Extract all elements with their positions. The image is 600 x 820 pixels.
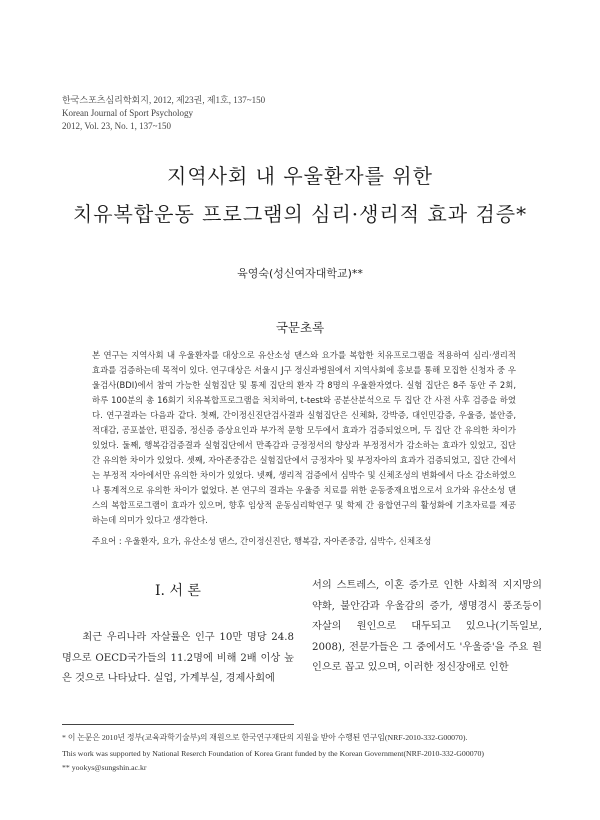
section-heading-introduction: I. 서 론	[155, 583, 201, 599]
journal-citation-korean: 한국스포츠심리학회지, 2012, 제23권, 제1호, 137~150	[62, 95, 266, 105]
footnote-funding-english: This work was supported by National Reserch Foundation of Korea Grant funded by the Korean Government(NRF-2010-332-G00070)	[62, 749, 485, 758]
paper-title-line1: 지역사회 내 우울환자를 위한	[167, 164, 433, 188]
footnote-author-email: ** yookys@sungshin.ac.kr	[62, 763, 147, 772]
body-text-right-column: 서의 스트레스, 이혼 증가로 인한 사회적 지지망의 약화, 불안감과 우울감의 증가, 생명경시 풍조등이 자살의 원인으로 대두되고 있으나(기독일보, 2008), 전문가들은 그 중에서도 '우울증'을 주요 원인으로 꼽고 있으며, 이러한 정신장애로 인한	[312, 580, 542, 673]
journal-name-english: Korean Journal of Sport Psychology	[62, 108, 193, 118]
author-line: 육영숙(성신여자대학교)**	[237, 267, 363, 280]
footnote-funding-korean: * 이 논문은 2010년 정부(교육과학기술부)의 재원으로 한국연구재단의 지원을 받아 수행된 연구임(NRF-2010-332-G00070).	[62, 733, 468, 742]
keywords: 주요어 : 우울환자, 요가, 유산소성 댄스, 간이정신진단, 행복감, 자아존중감, 심박수, 신체조성	[92, 536, 432, 546]
journal-citation-english: 2012, Vol. 23, No. 1, 137~150	[62, 121, 172, 131]
paper-title-line2: 치유복합운동 프로그램의 심리·생리적 효과 검증*	[72, 202, 528, 226]
body-text-left-column: 최근 우리나라 자살률은 인구 10만 명당 24.8명으로 OECD국가들의 11.2명에 비해 2배 이상 높은 것으로 나타났다. 실업, 가계부실, 경제사회에	[62, 632, 294, 684]
journal-header	[62, 94, 265, 133]
abstract-body: 본 연구는 지역사회 내 우울환자를 대상으로 유산소성 댄스와 요가를 복합한 치유프로그램을 적용하여 심리·생리적 효과를 검증하는데 목적이 있다. 연구대상은 서울시 J구 정신과병원에서 지역사회에 홍보를 통해 모집한 신청자 중 우울검사(BDI)에서 참여 가능한 실험집단 및 통제 집단의 환자 각 8명의 우울환자였다. 실험 집단은 8주 동안 주 2회, 하루 100분의 총 16회기 치유복합프로그램을 처치하여, t-test와 공분산분석으로 두 집단 간 사전 사후 검증을 하였다. 연구결과는 다음과 같다. 첫째, 간이정신진단검사결과 실험집단은 신체화, 강박증, 대인민감증, 우울증, 불안증, 적대감, 공포불안, 편집증, 정신증 증상요인과 부가적 문항 모두에서 효과가 검증되었으며, 두 집단 간 유의한 차이가 있었다. 둘째, 행복감검증결과 실험집단에서 만족감과 긍정정서의 향상과 부정정서가 감소하는 효과가 있었고, 집단 간 유의한 차이가 있었다. 셋째, 자아존중감은 실험집단에서 긍정자아 및 부정자아의 효과가 검증되었고, 집단 간에서는 부정적 자아에서만 유의한 차이가 있었다. 넷째, 생리적 검증에서 심박수 및 신체조성의 변화에서 다소 감소하였으나 통계적으로 유의한 차이가 없었다. 본 연구의 결과는 우울증 치료를 위한 운동중재요법으로서 요가와 유산소성 댄스의 복합프로그램이 효과가 있으며, 향후 임상적 운동심리학연구 및 학제 간 융합연구의 활성화에 기초자료를 제공하는데 의미가 있다고 생각한다.	[92, 350, 516, 525]
footnote-divider	[62, 724, 294, 725]
abstract-heading: 국문초록	[275, 320, 325, 335]
